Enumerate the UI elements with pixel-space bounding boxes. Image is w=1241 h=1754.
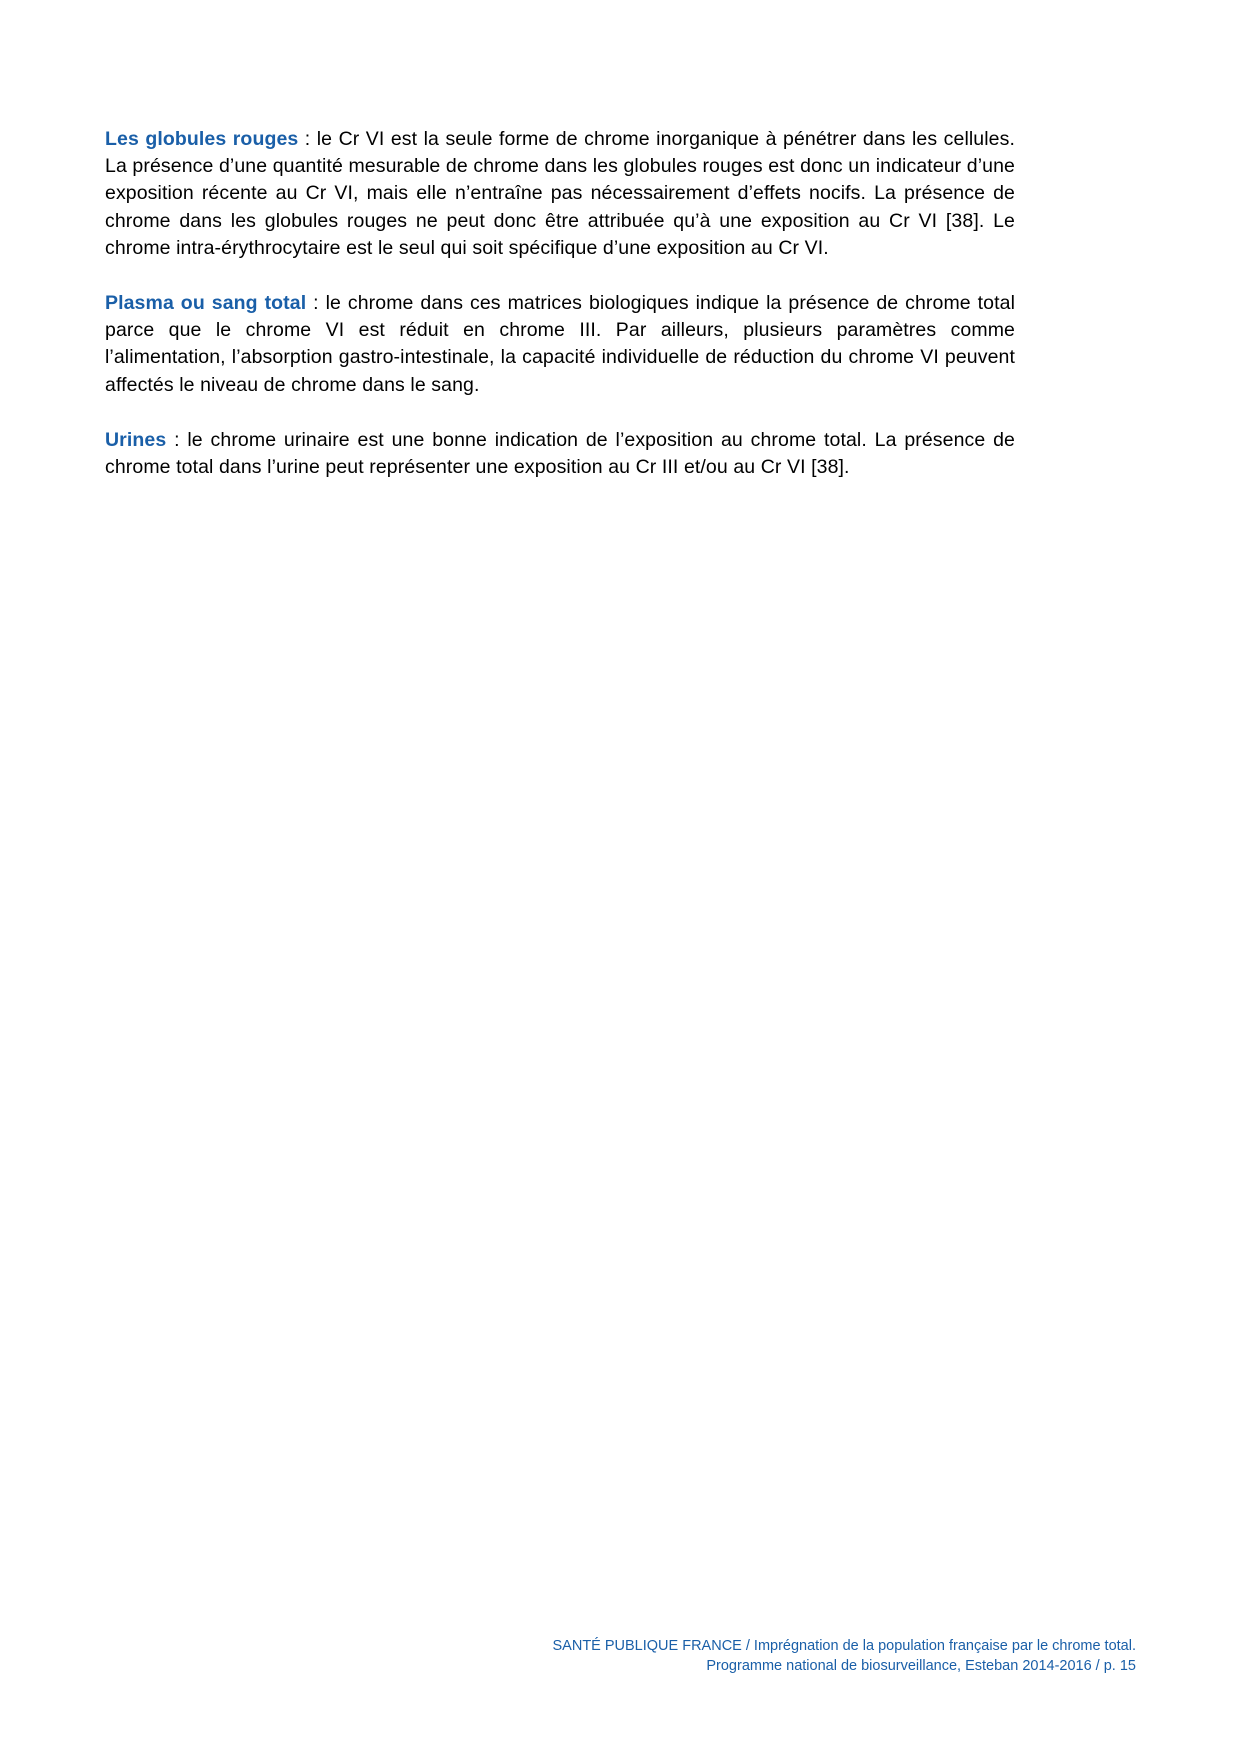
footer-line-program-page: Programme national de biosurveillance, Esteban 2014-2016 / p. 15 [706,1658,1136,1674]
paragraph-text-urines: : le chrome urinaire est une bonne indication de l’exposition au chrome total. La présence de chrome total dans l’urine peut représenter une exposition au Cr III et/ou au Cr VI [38]. [105,428,1015,479]
paragraph-urines [105,427,1015,481]
document-body [105,126,1015,481]
paragraph-lead-globules-rouges: Les globules rouges [105,128,299,150]
paragraph-globules-rouges [105,126,1015,262]
paragraph-text-plasma-sang-total: : le chrome dans ces matrices biologiques indique la présence de chrome total parce que le chrome VI est réduit en chrome III. Par ailleurs, plusieurs paramètres comme l’alimentation, l’absorption gastro-intestinale, la capacité individuelle de réduction du chrome VI peuvent affectés le niveau de chrome dans le sang. [105,292,1016,396]
paragraph-lead-plasma-sang-total: Plasma ou sang total [105,292,307,315]
footer-line-publisher: SANTÉ PUBLIQUE FRANCE / Imprégnation de la population française par le chrome total. [552,1638,1136,1654]
page-footer [105,1636,1136,1676]
paragraph-plasma-sang-total [105,290,1015,399]
paragraph-lead-urines: Urines [105,428,167,451]
paragraph-text-globules-rouges: : le Cr VI est la seule forme de chrome inorganique à pénétrer dans les cellules. La présence d’une quantité mesurable de chrome dans les globules rouges est donc un indicateur d’une exposition récente au Cr VI, mais elle n’entraîne pas nécessairement d’effets nocifs. La présence de chrome dans les globules rouges ne peut donc être attribuée qu’à une exposition au Cr VI [38]. Le chrome intra-érythrocytaire est le seul qui soit spécifique d’une exposition au Cr VI. [105,128,1015,259]
